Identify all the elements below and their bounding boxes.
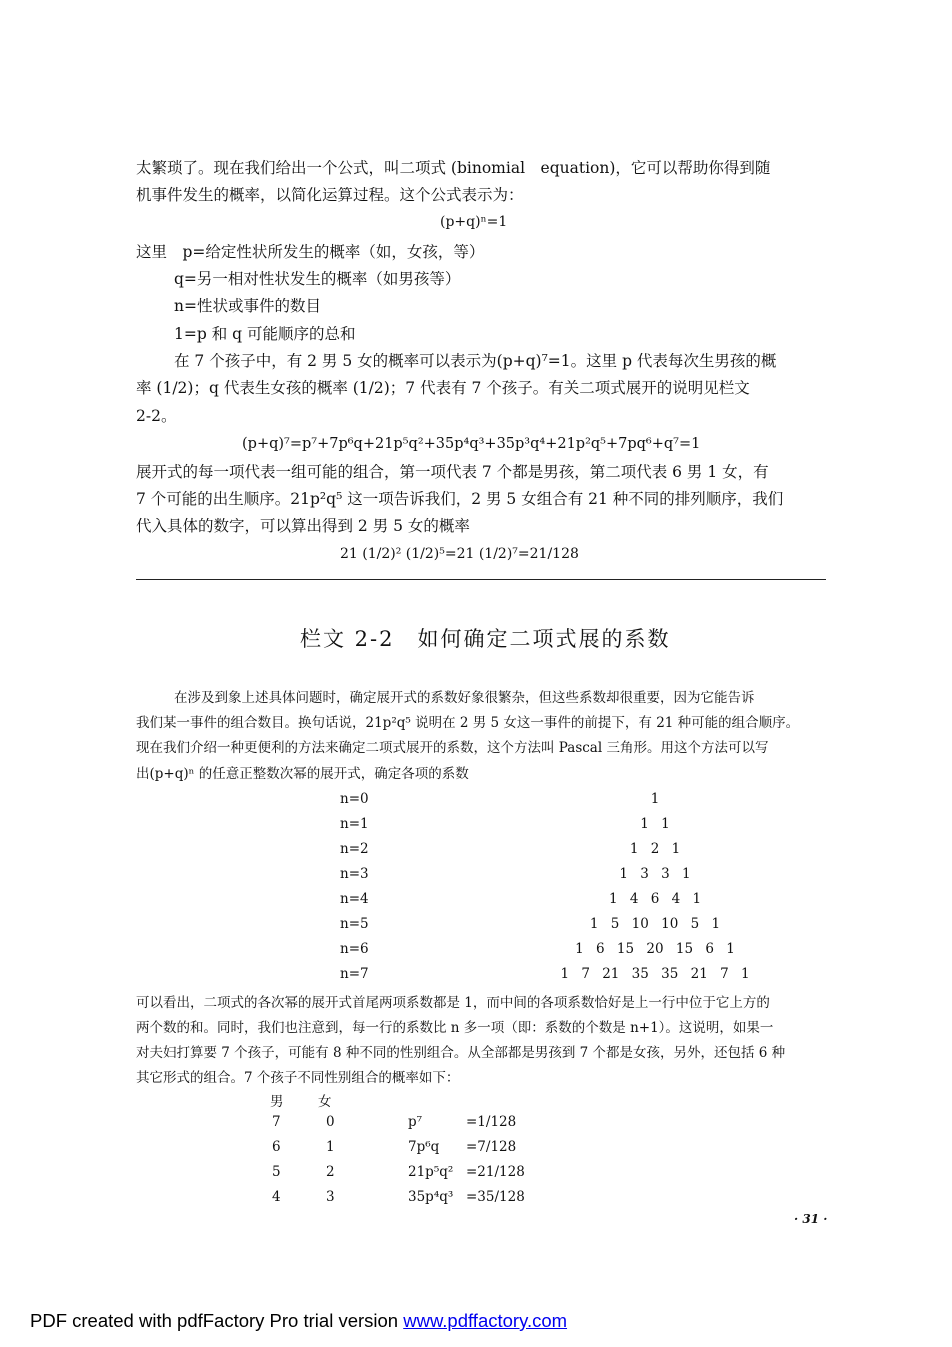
paragraph-line: 7 个可能的出生顺序。21p²q⁵ 这一项告诉我们，2 男 5 女组合有 21 种不同的排列顺序，我们: [136, 490, 784, 508]
pascal-row: 1 3 3 1: [619, 866, 691, 882]
box-paragraph-line: 现在我们介绍一种更便利的方法来确定二项式展开的系数，这个方法叫 Pascal 三角形。用这个方法可以写: [136, 740, 769, 756]
cell-probability: =35/128: [466, 1189, 525, 1205]
cell-probability: =21/128: [466, 1164, 525, 1180]
pascal-n-label: n=1: [340, 816, 369, 832]
paragraph-line: 太繁琐了。现在我们给出一个公式，叫二项式 (binomial equation)，它可以帮助你得到随: [136, 159, 771, 177]
formula-expansion: (p+q)⁷=p⁷+7p⁶q+21p⁵q²+35p⁴q³+35p³q⁴+21p²q⁵+7pq⁶+q⁷=1: [242, 436, 701, 452]
paragraph-line: 代入具体的数字，可以算出得到 2 男 5 女的概率: [136, 517, 470, 535]
cell-girls: 1: [326, 1139, 335, 1155]
cell-probability: =7/128: [466, 1139, 517, 1155]
cell-term: 7p⁶q: [408, 1139, 440, 1155]
cell-girls: 3: [326, 1189, 335, 1205]
formula-probability: 21 (1/2)² (1/2)⁵=21 (1/2)⁷=21/128: [340, 546, 579, 562]
pascal-n-label: n=4: [340, 891, 369, 907]
paragraph-line: 2-2。: [136, 407, 177, 425]
cell-girls: 2: [326, 1164, 335, 1180]
formula-binomial: (p+q)ⁿ=1: [440, 214, 508, 230]
pascal-row: 1 5 10 10 5 1: [589, 916, 721, 932]
box-paragraph-line: 在涉及到象上述具体问题时，确定展开式的系数好象很繁杂，但这些系数却很重要，因为它能告诉: [174, 690, 755, 706]
box-paragraph-line: 出(p+q)ⁿ 的任意正整数次幂的展开式，确定各项的系数: [136, 766, 469, 782]
definition-1: 1=p 和 q 可能顺序的总和: [174, 325, 356, 343]
table-header-girls: 女: [318, 1094, 332, 1110]
page-number: · 31 ·: [794, 1212, 828, 1226]
paragraph-line: 展开式的每一项代表一组可能的组合，第一项代表 7 个都是男孩，第二项代表 6 男 1 女，有: [136, 463, 769, 481]
cell-girls: 0: [326, 1114, 335, 1130]
pascal-n-label: n=3: [340, 866, 369, 882]
pdf-footer: [30, 1310, 567, 1332]
pascal-n-label: n=7: [340, 966, 369, 982]
divider-rule: [136, 579, 826, 580]
box-paragraph-line: 可以看出，二项式的各次幂的展开式首尾两项系数都是 1，而中间的各项系数恰好是上一行中位于它上方的: [136, 995, 770, 1011]
paragraph-line: 在 7 个孩子中，有 2 男 5 女的概率可以表示为(p+q)⁷=1。这里 p 代表每次生男孩的概: [174, 352, 777, 370]
definition-p: 这里 p=给定性状所发生的概率（如，女孩，等）: [136, 243, 485, 261]
footer-text: PDF created with pdfFactory Pro trial version: [30, 1310, 404, 1331]
box-paragraph-line: 其它形式的组合。7 个孩子不同性别组合的概率如下：: [136, 1070, 460, 1086]
pascal-n-label: n=5: [340, 916, 369, 932]
pascal-row: 1: [650, 791, 660, 807]
footer-link[interactable]: www.pdffactory.com: [403, 1310, 568, 1331]
pascal-n-label: n=0: [340, 791, 369, 807]
table-header-boys: 男: [270, 1094, 284, 1110]
paragraph-line: 率 (1/2)；q 代表生女孩的概率 (1/2)；7 代表有 7 个孩子。有关二项式展开的说明见栏文: [136, 379, 750, 397]
box-paragraph-line: 两个数的和。同时，我们也注意到，每一行的系数比 n 多一项（即：系数的个数是 n+1）。这说明，如果一: [136, 1020, 774, 1036]
cell-boys: 4: [272, 1189, 281, 1205]
cell-boys: 5: [272, 1164, 281, 1180]
box-title: 栏文 2-2 如何确定二项式展的系数: [300, 627, 671, 651]
pascal-n-label: n=6: [340, 941, 369, 957]
pascal-n-label: n=2: [340, 841, 369, 857]
cell-boys: 7: [272, 1114, 281, 1130]
definition-n: n=性状或事件的数目: [174, 297, 321, 315]
box-paragraph-line: 对夫妇打算要 7 个孩子，可能有 8 种不同的性别组合。从全部都是男孩到 7 个都是女孩，另外，还包括 6 种: [136, 1045, 786, 1061]
cell-probability: =1/128: [466, 1114, 517, 1130]
pascal-row: 1 7 21 35 35 21 7 1: [560, 966, 750, 982]
pascal-row: 1 6 15 20 15 6 1: [575, 941, 735, 957]
cell-term: 35p⁴q³: [408, 1189, 454, 1205]
cell-term: 21p⁵q²: [408, 1164, 454, 1180]
box-paragraph-line: 我们某一事件的组合数目。换句话说，21p²q⁵ 说明在 2 男 5 女这一事件的前提下，有 21 种可能的组合顺序。: [136, 715, 800, 731]
cell-boys: 6: [272, 1139, 281, 1155]
cell-term: p⁷: [408, 1114, 423, 1130]
pascal-row: 1 1: [640, 816, 670, 832]
pascal-row: 1 4 6 4 1: [608, 891, 702, 907]
pascal-row: 1 2 1: [629, 841, 681, 857]
paragraph-line: 机事件发生的概率，以简化运算过程。这个公式表示为：: [136, 186, 524, 204]
definition-q: q=另一相对性状发生的概率（如男孩等）: [174, 270, 461, 288]
